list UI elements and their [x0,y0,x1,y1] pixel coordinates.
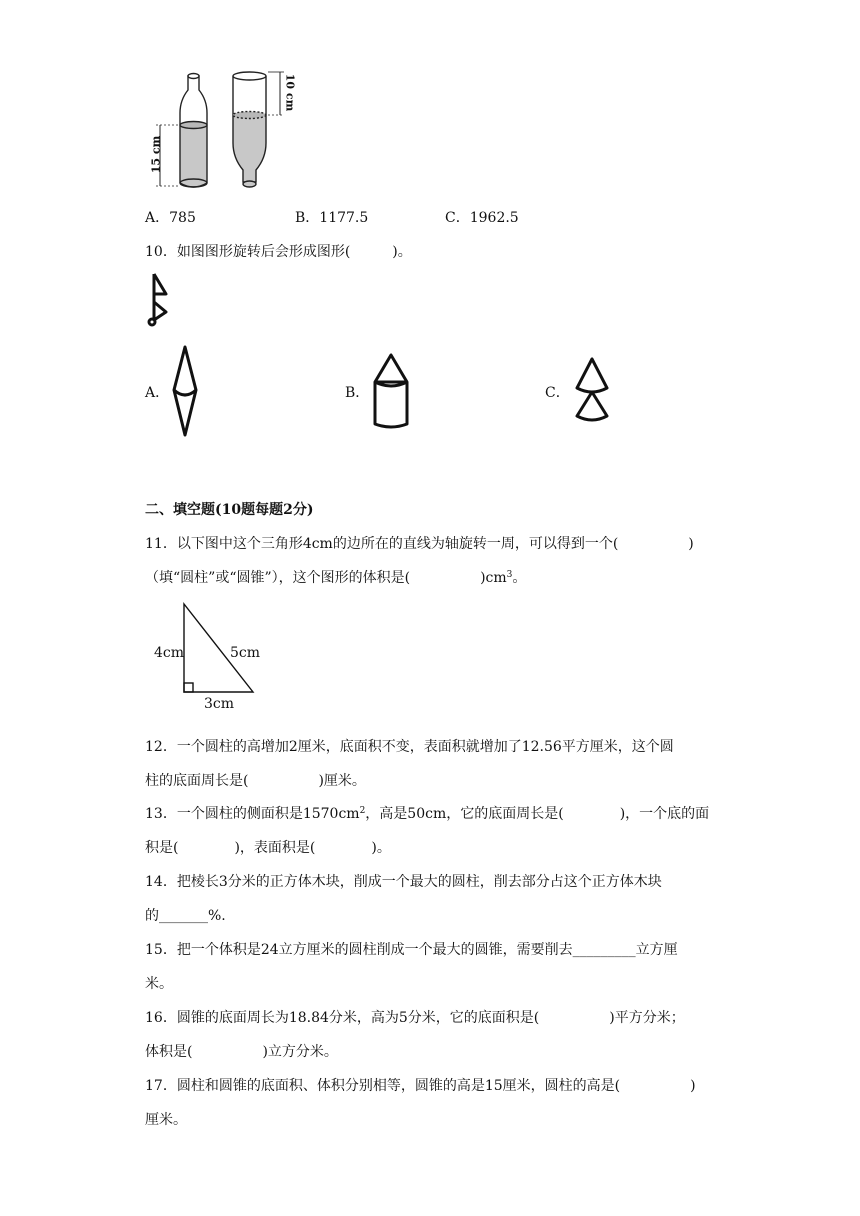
q16-line-2: 体积是( )立方分米。 [145,1044,338,1060]
q13-line-1 [145,804,709,824]
q10-option-b-label[interactable]: B． [345,385,370,401]
q16-line-1: 16．圆锥的底面周长为18.84分米，高为5分米，它的底面积是( )平方分米； [145,1010,685,1026]
q12-line-1: 12．一个圆柱的高增加2厘米，底面积不变，表面积就增加了12.56平方厘米，这个圆 [145,739,674,755]
q13-superscript: 2 [359,806,366,816]
q10-text: 10．如图图形旋转后会形成图形( )。 [145,244,412,260]
q9-option-b[interactable] [295,208,368,228]
q13-line-2: 积是( )，表面积是( )。 [145,840,391,856]
q9-option-b-letter: B． [295,210,320,226]
q9-option-b-value: 1177.5 [319,210,369,226]
q11-line-2-end: 。 [512,570,527,586]
upright-bottle [156,74,207,188]
q13-line-1-end: ，高是50cm，它的底面周长是( )，一个底的面 [365,806,710,822]
q14-line-2: 的_______%. [145,908,226,924]
q9-option-a[interactable] [145,208,196,228]
q9-option-c-value: 1962.5 [469,210,519,226]
section-2-heading: 二、填空题(10题每题2分) [145,502,314,518]
q11-label-4cm: 4cm [154,645,185,661]
q9-label-15cm: 15 cm [149,135,163,174]
inverted-bottle [233,72,284,187]
q13-line-1-text: 13．一个圆柱的侧面积是1570cm [145,806,360,822]
q11-line-1: 11．以下图中这个三角形4cm的边所在的直线为轴旋转一周，可以得到一个( ) [145,536,694,552]
q11-line-2-text: （填“圆柱”或“圆锥”），这个图形的体积是( )cm [145,570,507,586]
q9-label-10cm: 10 cm [283,73,297,112]
q9-option-a-value: 785 [169,210,196,226]
q9-option-c-letter: C． [445,210,470,226]
q17-line-1: 17．圆柱和圆锥的底面积、体积分别相等，圆锥的高是15厘米，圆柱的高是( ) [145,1078,696,1094]
q12-line-2: 柱的底面周长是( )厘米。 [145,773,366,789]
q10-option-b-cone-cylinder[interactable] [370,352,412,430]
q14-line-1: 14．把棱长3分米的正方体木块，削成一个最大的圆柱，削去部分占这个正方体木块 [145,874,662,890]
q9-option-c[interactable] [445,208,519,228]
q9-option-a-letter: A． [145,210,170,226]
q10-flag-figure [146,272,170,328]
q10-option-a-double-cone[interactable] [170,344,200,438]
q17-line-2: 厘米。 [145,1112,187,1128]
q10-option-c-stacked-cones[interactable] [571,356,613,426]
q11-superscript: 3 [506,570,513,580]
q15-line-1: 15．把一个体积是24立方厘米的圆柱削成一个最大的圆锥，需要削去_________立方厘 [145,942,678,958]
q15-line-2: 米。 [145,976,173,992]
q11-label-5cm: 5cm [230,645,261,661]
q11-label-3cm: 3cm [204,696,235,712]
q10-option-a-label[interactable]: A． [145,385,170,401]
q10-option-c-label[interactable]: C． [545,385,570,401]
q11-line-2 [145,568,526,588]
